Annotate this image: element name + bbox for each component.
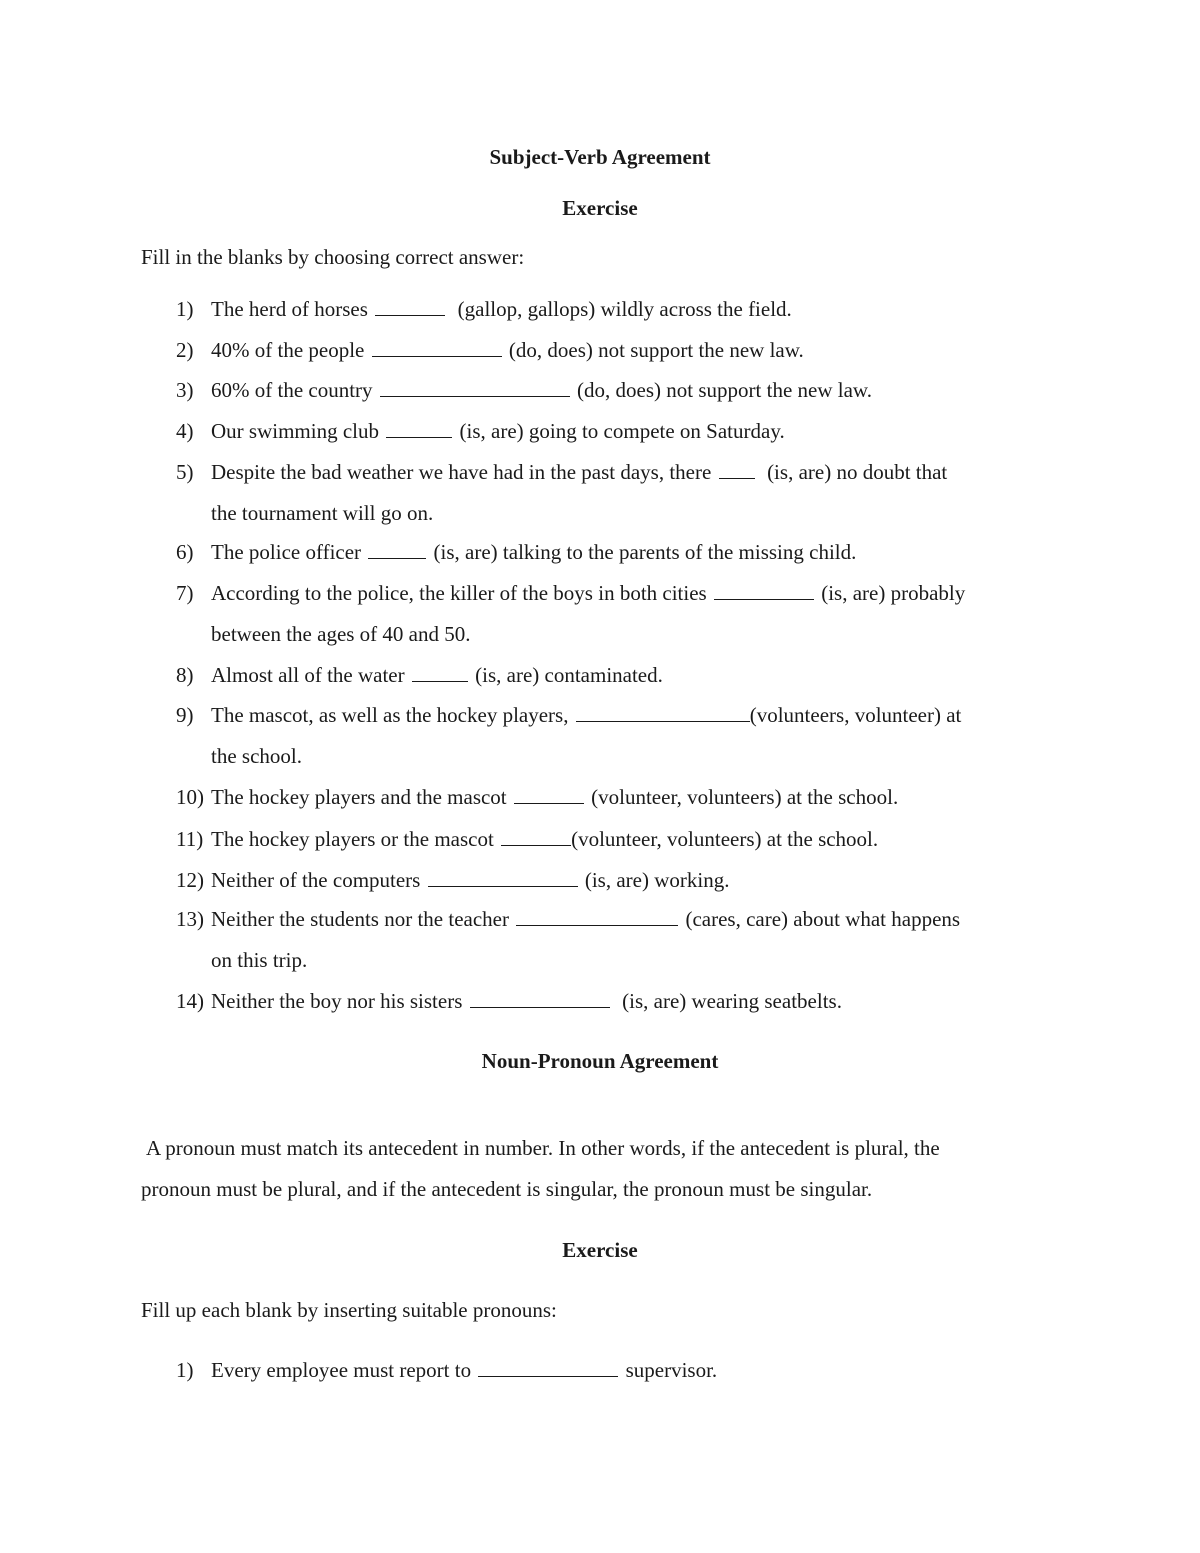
answer-blank[interactable]: [470, 1006, 610, 1008]
item-number: 5): [176, 460, 194, 484]
item-text: Neither of the computers: [211, 868, 421, 892]
answer-blank[interactable]: [514, 802, 584, 804]
item-text: Neither the students nor the teacher: [211, 907, 509, 931]
item-text: Our swimming club: [211, 419, 379, 443]
rule-line-1: A pronoun must match its antecedent in number. In other words, if the antecedent is plural, the: [146, 1136, 940, 1160]
answer-blank[interactable]: [375, 314, 445, 316]
item-choices: (is, are) probably: [821, 581, 966, 605]
item-text: Neither the boy nor his sisters: [211, 989, 463, 1013]
section-2-title: Noun-Pronoun Agreement: [481, 1049, 719, 1073]
exercise-heading-2: Exercise: [562, 1238, 638, 1262]
item-choices: (do, does) not support the new law.: [508, 338, 804, 362]
answer-blank[interactable]: [516, 924, 678, 926]
item-text: Despite the bad weather we have had in the past days, there: [211, 460, 712, 484]
document-title: Subject-Verb Agreement: [489, 145, 711, 169]
answer-blank[interactable]: [386, 436, 452, 438]
item-text-continued: between the ages of 40 and 50.: [211, 622, 471, 646]
item-number: 9): [176, 703, 194, 727]
item-choices: (volunteer, volunteers) at the school.: [571, 827, 879, 851]
item-text: The herd of horses: [211, 297, 368, 321]
item-text: According to the police, the killer of the boys in both cities: [211, 581, 707, 605]
answer-blank[interactable]: [412, 680, 468, 682]
item-text: 60% of the country: [211, 378, 373, 402]
item-number: 1): [176, 297, 194, 321]
item-text: The police officer: [211, 540, 362, 564]
item-choices: (do, does) not support the new law.: [577, 378, 872, 402]
item-number: 4): [176, 419, 194, 443]
instruction-2: Fill up each blank by inserting suitable pronouns:: [141, 1298, 557, 1322]
item-text-continued: on this trip.: [211, 948, 308, 972]
answer-blank[interactable]: [719, 477, 755, 479]
item-number: 14): [176, 989, 204, 1013]
answer-blank[interactable]: [501, 844, 571, 846]
item-text: Almost all of the water: [211, 663, 405, 687]
exercise-heading-1: Exercise: [562, 196, 638, 220]
answer-blank[interactable]: [368, 557, 426, 559]
item-number: 6): [176, 540, 194, 564]
item-number: 3): [176, 378, 194, 402]
item-number: 13): [176, 907, 204, 931]
item-choices: (is, are) wearing seatbelts.: [622, 989, 842, 1013]
answer-blank[interactable]: [428, 885, 578, 887]
answer-blank[interactable]: [714, 598, 814, 600]
item-number: 11): [176, 827, 204, 851]
item-number: 7): [176, 581, 194, 605]
answer-blank[interactable]: [478, 1375, 618, 1377]
item-choices: (volunteers, volunteer) at: [749, 703, 962, 727]
item-text-continued: the school.: [211, 744, 302, 768]
item-choices: supervisor.: [625, 1358, 718, 1382]
item-choices: (volunteer, volunteers) at the school.: [591, 785, 899, 809]
answer-blank[interactable]: [576, 720, 750, 722]
item-choices: (is, are) contaminated.: [475, 663, 663, 687]
item-choices: (gallop, gallops) wildly across the field.: [457, 297, 792, 321]
item-text: 40% of the people: [211, 338, 365, 362]
item-number: 12): [176, 868, 204, 892]
item-choices: (is, are) talking to the parents of the missing child.: [433, 540, 857, 564]
item-text: The hockey players and the mascot: [211, 785, 507, 809]
item-number: 1): [176, 1358, 194, 1382]
item-number: 2): [176, 338, 194, 362]
instruction-1: Fill in the blanks by choosing correct answer:: [141, 245, 525, 269]
item-text: The mascot, as well as the hockey players,: [211, 703, 569, 727]
item-text: Every employee must report to: [211, 1358, 472, 1382]
item-choices: (cares, care) about what happens: [685, 907, 961, 931]
rule-line-2: pronoun must be plural, and if the antecedent is singular, the pronoun must be singular.: [141, 1177, 873, 1201]
item-number: 8): [176, 663, 194, 687]
item-text: The hockey players or the mascot: [211, 827, 494, 851]
item-number: 10): [176, 785, 204, 809]
item-choices: (is, are) going to compete on Saturday.: [459, 419, 785, 443]
answer-blank[interactable]: [372, 355, 502, 357]
answer-blank[interactable]: [380, 395, 570, 397]
item-text-continued: the tournament will go on.: [211, 501, 434, 525]
item-choices: (is, are) working.: [584, 868, 730, 892]
item-choices: (is, are) no doubt that: [767, 460, 948, 484]
